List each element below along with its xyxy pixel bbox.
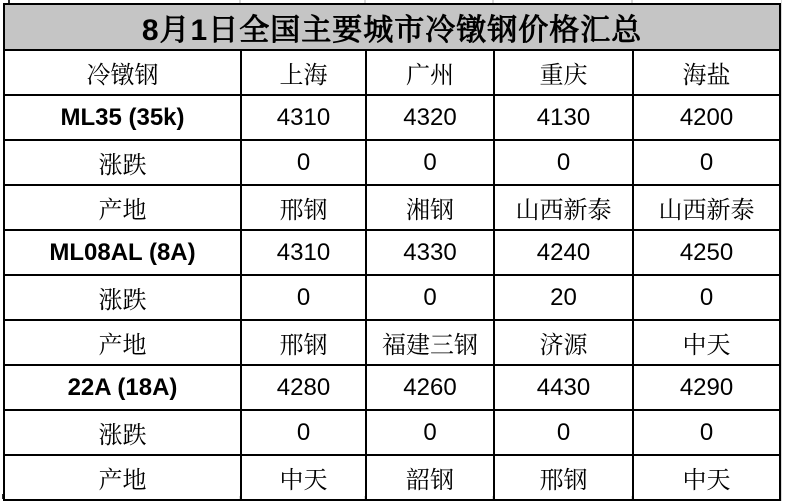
product-row-22a [4,365,780,410]
price-cell: 4280 [241,365,366,410]
product-label: 22A (18A) [4,365,241,410]
change-cell: 0 [633,140,780,185]
origin-cell: 福建三钢 [366,320,494,365]
origin-cell: 山西新泰 [633,185,780,230]
product-row-ml08al [4,230,780,275]
price-cell: 4330 [366,230,494,275]
origin-cell: 中天 [241,455,366,500]
change-cell: 0 [366,140,494,185]
change-cell: 0 [241,140,366,185]
price-cell: 4310 [241,230,366,275]
price-cell: 4290 [633,365,780,410]
origin-row [4,320,780,365]
header-product: 冷镦钢 [4,50,241,95]
gridline-stub [781,0,782,501]
table-title: 8月1日全国主要城市冷镦钢价格汇总 [4,4,780,50]
origin-cell: 邢钢 [494,455,633,500]
origin-cell: 中天 [633,320,780,365]
origin-cell: 湘钢 [366,185,494,230]
change-row [4,140,780,185]
origin-label: 产地 [4,455,241,500]
header-city-haiyan: 海盐 [633,50,780,95]
change-cell: 0 [366,275,494,320]
change-cell: 0 [633,410,780,455]
price-cell: 4240 [494,230,633,275]
change-cell: 0 [241,410,366,455]
change-cell: 20 [494,275,633,320]
change-row [4,275,780,320]
product-label: ML35 (35k) [4,95,241,140]
change-cell: 0 [633,275,780,320]
header-city-chongqing: 重庆 [494,50,633,95]
change-label: 涨跌 [4,410,241,455]
change-label: 涨跌 [4,140,241,185]
origin-cell: 邢钢 [241,320,366,365]
product-row-ml35 [4,95,780,140]
title-row [4,4,780,50]
change-cell: 0 [241,275,366,320]
origin-row [4,185,780,230]
price-cell: 4200 [633,95,780,140]
origin-cell: 山西新泰 [494,185,633,230]
header-city-guangzhou: 广州 [366,50,494,95]
origin-row [4,455,780,500]
origin-label: 产地 [4,185,241,230]
product-label: ML08AL (8A) [4,230,241,275]
header-city-shanghai: 上海 [241,50,366,95]
change-row [4,410,780,455]
price-cell: 4250 [633,230,780,275]
change-label: 涨跌 [4,275,241,320]
change-cell: 0 [494,140,633,185]
price-cell: 4260 [366,365,494,410]
price-cell: 4310 [241,95,366,140]
origin-cell: 邢钢 [241,185,366,230]
origin-label: 产地 [4,320,241,365]
origin-cell: 济源 [494,320,633,365]
change-cell: 0 [366,410,494,455]
price-cell: 4320 [366,95,494,140]
price-cell: 4130 [494,95,633,140]
price-table [3,3,781,501]
header-row [4,50,780,95]
origin-cell: 韶钢 [366,455,494,500]
change-cell: 0 [494,410,633,455]
origin-cell: 中天 [633,455,780,500]
price-cell: 4430 [494,365,633,410]
